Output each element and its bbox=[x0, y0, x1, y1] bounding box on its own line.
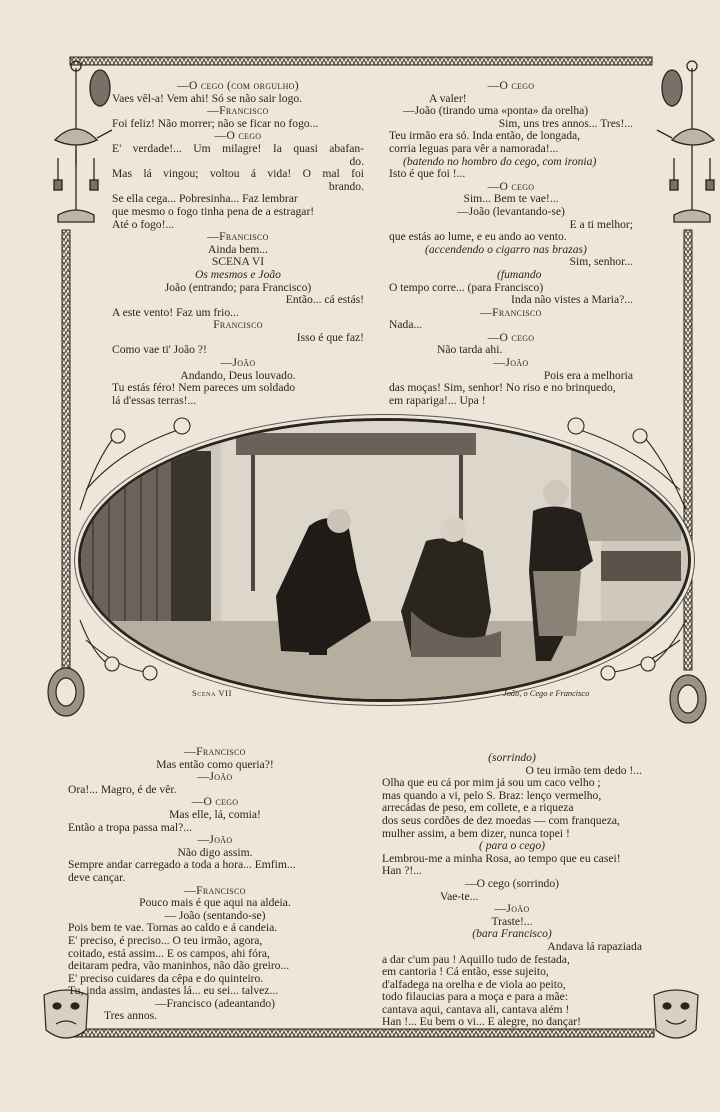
text-line: Han !... Eu bem o vi... E alegre, no dançar! bbox=[382, 1015, 581, 1029]
text-line: —João bbox=[197, 833, 233, 847]
text-line: —João bbox=[493, 356, 529, 370]
text-line: Sim, uns tres annos... Tres!... bbox=[498, 116, 633, 130]
text-line: Andava lá rapaziada bbox=[547, 939, 642, 953]
left-border bbox=[62, 230, 70, 670]
text-line: Mas elle, lá, comia! bbox=[169, 807, 261, 821]
text-line: — João (sentando-se) bbox=[164, 908, 266, 922]
text-line: Mas então como queria?! bbox=[156, 757, 274, 771]
text-line: cantava aqui, cantava ali, cantava além ! bbox=[382, 1002, 570, 1016]
text-line: Francisco bbox=[213, 318, 263, 332]
scene-photograph-illustration bbox=[81, 421, 688, 699]
text-line: A valer! bbox=[429, 91, 467, 105]
text-line: E' preciso, é preciso... O teu irmão, agora, bbox=[68, 933, 263, 947]
text-line: —O cego bbox=[487, 179, 535, 193]
theatre-mask-icon-right bbox=[654, 990, 698, 1038]
text-line: E' preciso cuidares da cêpa e do quinteiro. bbox=[68, 971, 264, 985]
text-line: Se ella cega... Pobresinha... Faz lembrar bbox=[112, 192, 298, 206]
text-line: Lembrou-me a minha Rosa, ao tempo que eu casei! bbox=[382, 851, 621, 865]
bottom-border bbox=[68, 1029, 654, 1037]
text-line: O teu irmão tem dedo !... bbox=[525, 763, 642, 777]
text-column-bottom-right bbox=[382, 752, 642, 1029]
text-line: das moças! Sim, senhor! No riso e no brinquedo, bbox=[389, 381, 616, 395]
text-line: coitado, está assim... E os campos, ahi fóra, bbox=[68, 946, 270, 960]
text-line: arrecádas de peso, em collete, e a riqueza bbox=[382, 801, 574, 815]
text-line: Vaes vêl-a! Vem ahi! Só se não sair logo. bbox=[112, 91, 303, 105]
text-line: Não tarda ahi. bbox=[437, 343, 503, 357]
text-column-top-left bbox=[112, 80, 364, 407]
text-line: que estás ao lume, e eu ando ao vento. bbox=[389, 230, 567, 244]
text-line: —Francisco bbox=[207, 230, 269, 244]
text-line: Tu estás féro! Nem pareces um soldado bbox=[112, 381, 296, 395]
text-column-bottom-left bbox=[68, 746, 362, 1023]
text-line: —O cego (com orgulho) bbox=[177, 79, 299, 92]
text-line: SCENA VI bbox=[211, 255, 265, 269]
text-line: —Francisco bbox=[480, 305, 542, 319]
text-line: mulher assim, a bem dizer, nunca topei ! bbox=[382, 826, 570, 840]
text-line: —João bbox=[197, 770, 233, 784]
text-line: Sim, senhor... bbox=[569, 255, 633, 269]
text-line: Sempre andar carregado a toda a hora... Emfim... bbox=[68, 858, 296, 872]
text-line: Traste!... bbox=[491, 914, 533, 928]
text-line: mas quando a vi, pelo S. Braz: lenço vermelho, bbox=[382, 788, 602, 802]
text-line: Ainda bem... bbox=[208, 242, 268, 256]
text-line: —Francisco bbox=[207, 104, 269, 118]
text-line: Vae-te... bbox=[440, 889, 479, 903]
text-line: —Francisco (adeantando) bbox=[154, 996, 276, 1010]
text-line: em rapariga!... Upa ! bbox=[389, 393, 486, 407]
text-line: a dar c'um pau ! Aquillo tudo de festada, bbox=[382, 952, 570, 966]
text-line: —O cego bbox=[191, 795, 239, 809]
text-line: A este vento! Faz um frio... bbox=[112, 305, 239, 319]
top-border bbox=[70, 57, 652, 65]
text-line: Mas lá vingou; voltou á vida! O mal foi bbox=[112, 167, 364, 181]
text-line: João (entrando; para Francisco) bbox=[164, 280, 312, 294]
text-line: (accendendo o cigarro nas brazas) bbox=[425, 242, 587, 256]
text-line: Pouco mais é que aqui na aldeia. bbox=[139, 896, 291, 910]
text-line: —João bbox=[220, 356, 256, 370]
text-line: Ora!... Magro, é de vêr. bbox=[68, 782, 177, 796]
text-line: lá d'essas terras!... bbox=[112, 393, 197, 407]
text-line: —O cego bbox=[214, 129, 262, 143]
text-line: —Francisco bbox=[184, 883, 246, 897]
text-line: E' verdade!... Um milagre! Ia quasi abafan- bbox=[112, 141, 364, 155]
text-line: Han ?!... bbox=[382, 864, 422, 878]
text-line: Pois era a melhoria bbox=[543, 368, 633, 382]
photo-caption-characters: João, o Cego e Francisco bbox=[503, 689, 590, 698]
text-line: (bara Francisco) bbox=[472, 927, 552, 941]
scene-photograph-frame bbox=[72, 413, 692, 705]
text-line: Não digo assim. bbox=[177, 845, 253, 859]
text-line: E a ti melhor; bbox=[569, 217, 633, 231]
text-line: Então a tropa passa mal?... bbox=[68, 820, 192, 834]
text-line: Tu, inda assim, andastes lá... eu sei... talvez... bbox=[68, 984, 279, 998]
text-line: ( para o cego) bbox=[478, 839, 545, 853]
text-line: Até o fogo!... bbox=[112, 217, 175, 231]
text-line: —O cego bbox=[487, 79, 535, 92]
text-line: brando. bbox=[328, 179, 364, 193]
text-column-top-right bbox=[389, 80, 633, 407]
text-line: em cantoria ! Cá então, esse sujeito, bbox=[382, 965, 549, 979]
text-line: todo filaucias para a moça e para a mãe: bbox=[382, 990, 569, 1004]
text-line: corria leguas para vêr a namorada!... bbox=[389, 141, 559, 155]
text-line: d'alfadega na orelha e de viola ao peito, bbox=[382, 977, 566, 991]
text-line: O tempo corre... (para Francisco) bbox=[389, 280, 544, 294]
text-line: Isto é que foi !... bbox=[389, 167, 466, 181]
text-line: deitaram pedra, vão maninhos, não dão greiro... bbox=[68, 959, 290, 973]
text-line: —João bbox=[494, 902, 530, 916]
text-line: Então... cá estás! bbox=[285, 293, 364, 307]
text-line: (fumando bbox=[497, 267, 542, 281]
text-line: Teu irmão era só. Inda então, de longada, bbox=[389, 129, 581, 143]
text-line: —João (tirando uma «ponta» da orelha) bbox=[403, 104, 589, 118]
text-line: Foi feliz! Não morrer; não se ficar no fogo... bbox=[112, 116, 319, 130]
oil-lamp-icon-right bbox=[657, 61, 714, 222]
oil-lamp-icon-left bbox=[54, 61, 112, 222]
text-line: que mesmo o fogo tinha pena de a estragar! bbox=[112, 204, 315, 218]
text-line: Sim... Bem te vae!... bbox=[463, 192, 559, 206]
text-line: Olha que eu cá por mim já sou um caco velho ; bbox=[382, 776, 601, 790]
text-line: Nada... bbox=[389, 318, 423, 332]
photo-caption-scene: Scena VII bbox=[192, 689, 232, 698]
text-line: (batendo no hombro do cego, com ironia) bbox=[403, 154, 597, 168]
scene-photograph bbox=[78, 418, 691, 702]
text-line: Tres annos. bbox=[104, 1009, 158, 1023]
text-line: deve cançar. bbox=[68, 870, 126, 884]
text-line: —O cego bbox=[487, 330, 535, 344]
text-line: —O cego (sorrindo) bbox=[464, 876, 559, 890]
text-line: Os mesmos e João bbox=[195, 267, 281, 281]
text-line: Andando, Deus louvado. bbox=[180, 368, 296, 382]
text-line: Como vae ti' João ?! bbox=[112, 343, 207, 357]
text-line: (sorrindo) bbox=[488, 751, 536, 764]
text-line: Inda não vistes a Maria?... bbox=[510, 293, 633, 307]
text-line: do. bbox=[349, 154, 364, 168]
text-line: Isso é que faz! bbox=[296, 330, 364, 344]
text-line: —João (levantando-se) bbox=[457, 204, 565, 218]
text-line: —Francisco bbox=[184, 745, 246, 758]
text-line: dos seus cordões de dez moedas — com franqueza, bbox=[382, 813, 620, 827]
text-line: Pois bem te vae. Tornas ao caldo e á candeia. bbox=[68, 921, 278, 935]
